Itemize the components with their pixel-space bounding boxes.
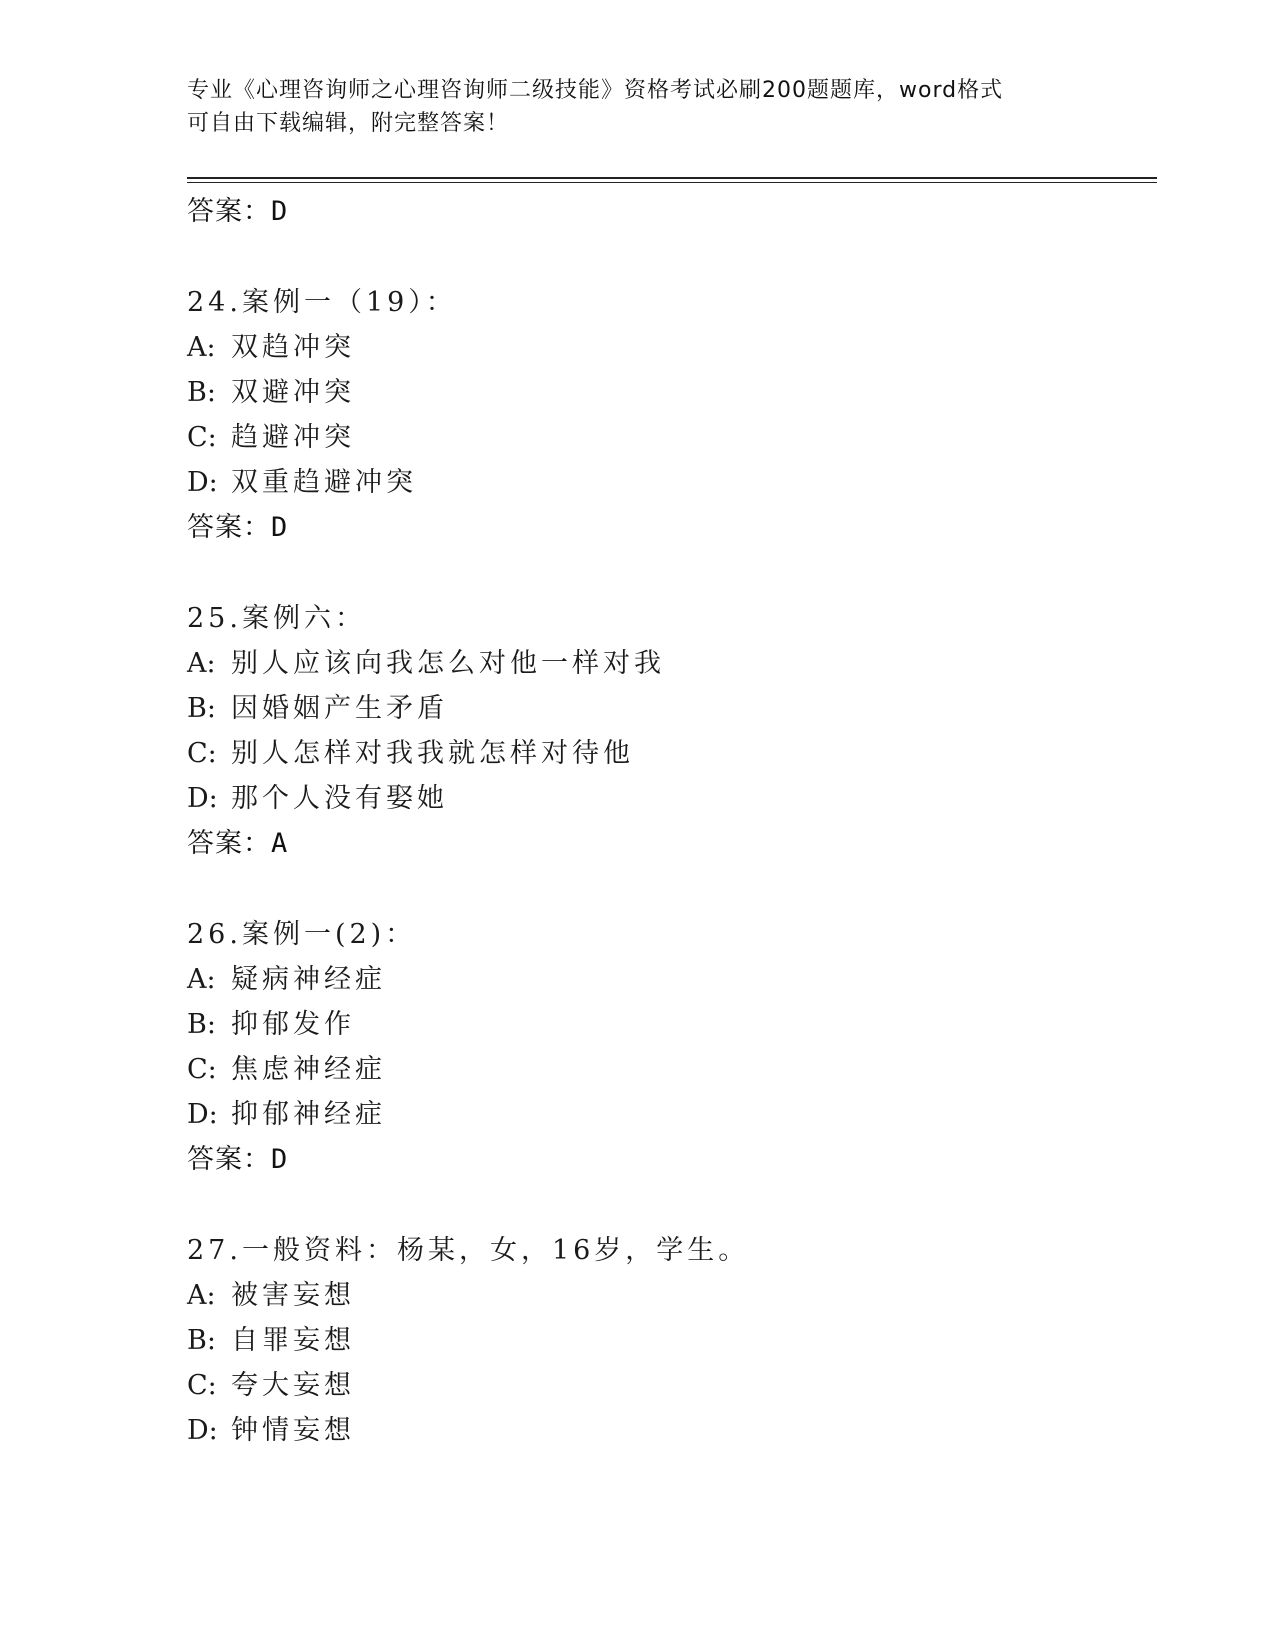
option-c xyxy=(187,1047,1157,1092)
answer-label: 答案： xyxy=(187,1144,271,1175)
option-letter: D: xyxy=(187,467,218,498)
answer-value: D xyxy=(271,512,289,543)
option-text: 双避冲突 xyxy=(231,377,355,408)
option-text: 自罪妄想 xyxy=(231,1325,355,1356)
option-letter: A: xyxy=(187,332,216,363)
question-item xyxy=(187,1228,1157,1453)
header-divider-thin xyxy=(187,182,1157,183)
option-letter: C: xyxy=(187,738,217,769)
answer-label: 答案： xyxy=(187,828,271,859)
option-a xyxy=(187,1273,1157,1318)
option-text: 焦虑神经症 xyxy=(231,1054,386,1085)
answer-value: A xyxy=(271,828,289,859)
option-letter: A: xyxy=(187,648,216,679)
header-line-2: 可自由下载编辑，附完整答案！ xyxy=(187,111,510,136)
option-letter: C: xyxy=(187,1054,217,1085)
option-text: 趋避冲突 xyxy=(231,422,355,453)
option-letter: B: xyxy=(187,1325,216,1356)
option-text: 抑郁发作 xyxy=(231,1009,355,1040)
answer-value: D xyxy=(271,1144,289,1175)
option-letter: B: xyxy=(187,1009,216,1040)
question-title: 25.案例六： xyxy=(187,603,366,634)
option-d xyxy=(187,776,1157,821)
question-title: 24.案例一（19）： xyxy=(187,287,457,318)
answer-line xyxy=(187,189,1157,235)
option-text: 双趋冲突 xyxy=(231,332,355,363)
answer-line xyxy=(187,1137,1157,1183)
option-b xyxy=(187,1002,1157,1047)
option-text: 双重趋避冲突 xyxy=(231,467,417,498)
answer-label: 答案： xyxy=(187,196,271,227)
option-letter: D: xyxy=(187,1099,218,1130)
header-line-1: 专业《心理咨询师之心理咨询师二级技能》资格考试必刷200题题库，word格式 xyxy=(187,78,1004,103)
option-text: 钟情妄想 xyxy=(231,1415,355,1446)
header-divider-thick xyxy=(187,177,1157,179)
option-d xyxy=(187,460,1157,505)
option-letter: A: xyxy=(187,964,216,995)
option-letter: A: xyxy=(187,1280,216,1311)
option-a xyxy=(187,325,1157,370)
option-text: 因婚姻产生矛盾 xyxy=(231,693,448,724)
option-text: 那个人没有娶她 xyxy=(231,783,448,814)
option-text: 别人应该向我怎么对他一样对我 xyxy=(231,648,665,679)
option-b xyxy=(187,686,1157,731)
option-text: 抑郁神经症 xyxy=(231,1099,386,1130)
option-letter: B: xyxy=(187,693,216,724)
option-text: 别人怎样对我我就怎样对待他 xyxy=(231,738,634,769)
option-c xyxy=(187,415,1157,460)
option-letter: B: xyxy=(187,377,216,408)
document-header xyxy=(187,74,1067,140)
option-letter: C: xyxy=(187,1370,217,1401)
answer-line xyxy=(187,821,1157,867)
question-item xyxy=(187,596,1157,867)
option-a xyxy=(187,957,1157,1002)
option-b xyxy=(187,370,1157,415)
answer-line xyxy=(187,505,1157,551)
option-letter: C: xyxy=(187,422,217,453)
answer-label: 答案： xyxy=(187,512,271,543)
option-text: 疑病神经症 xyxy=(231,964,386,995)
option-c xyxy=(187,1363,1157,1408)
option-text: 被害妄想 xyxy=(231,1280,355,1311)
question-item xyxy=(187,912,1157,1183)
answer-value: D xyxy=(271,196,289,227)
option-d xyxy=(187,1092,1157,1137)
option-letter: D: xyxy=(187,783,218,814)
question-item xyxy=(187,280,1157,551)
question-title: 26.案例一(2)： xyxy=(187,919,417,950)
option-text: 夸大妄想 xyxy=(231,1370,355,1401)
option-d xyxy=(187,1408,1157,1453)
question-list xyxy=(187,189,1157,1453)
option-b xyxy=(187,1318,1157,1363)
option-letter: D: xyxy=(187,1415,218,1446)
option-a xyxy=(187,641,1157,686)
question-title: 27.一般资料：杨某，女，16岁，学生。 xyxy=(187,1235,750,1266)
option-c xyxy=(187,731,1157,776)
